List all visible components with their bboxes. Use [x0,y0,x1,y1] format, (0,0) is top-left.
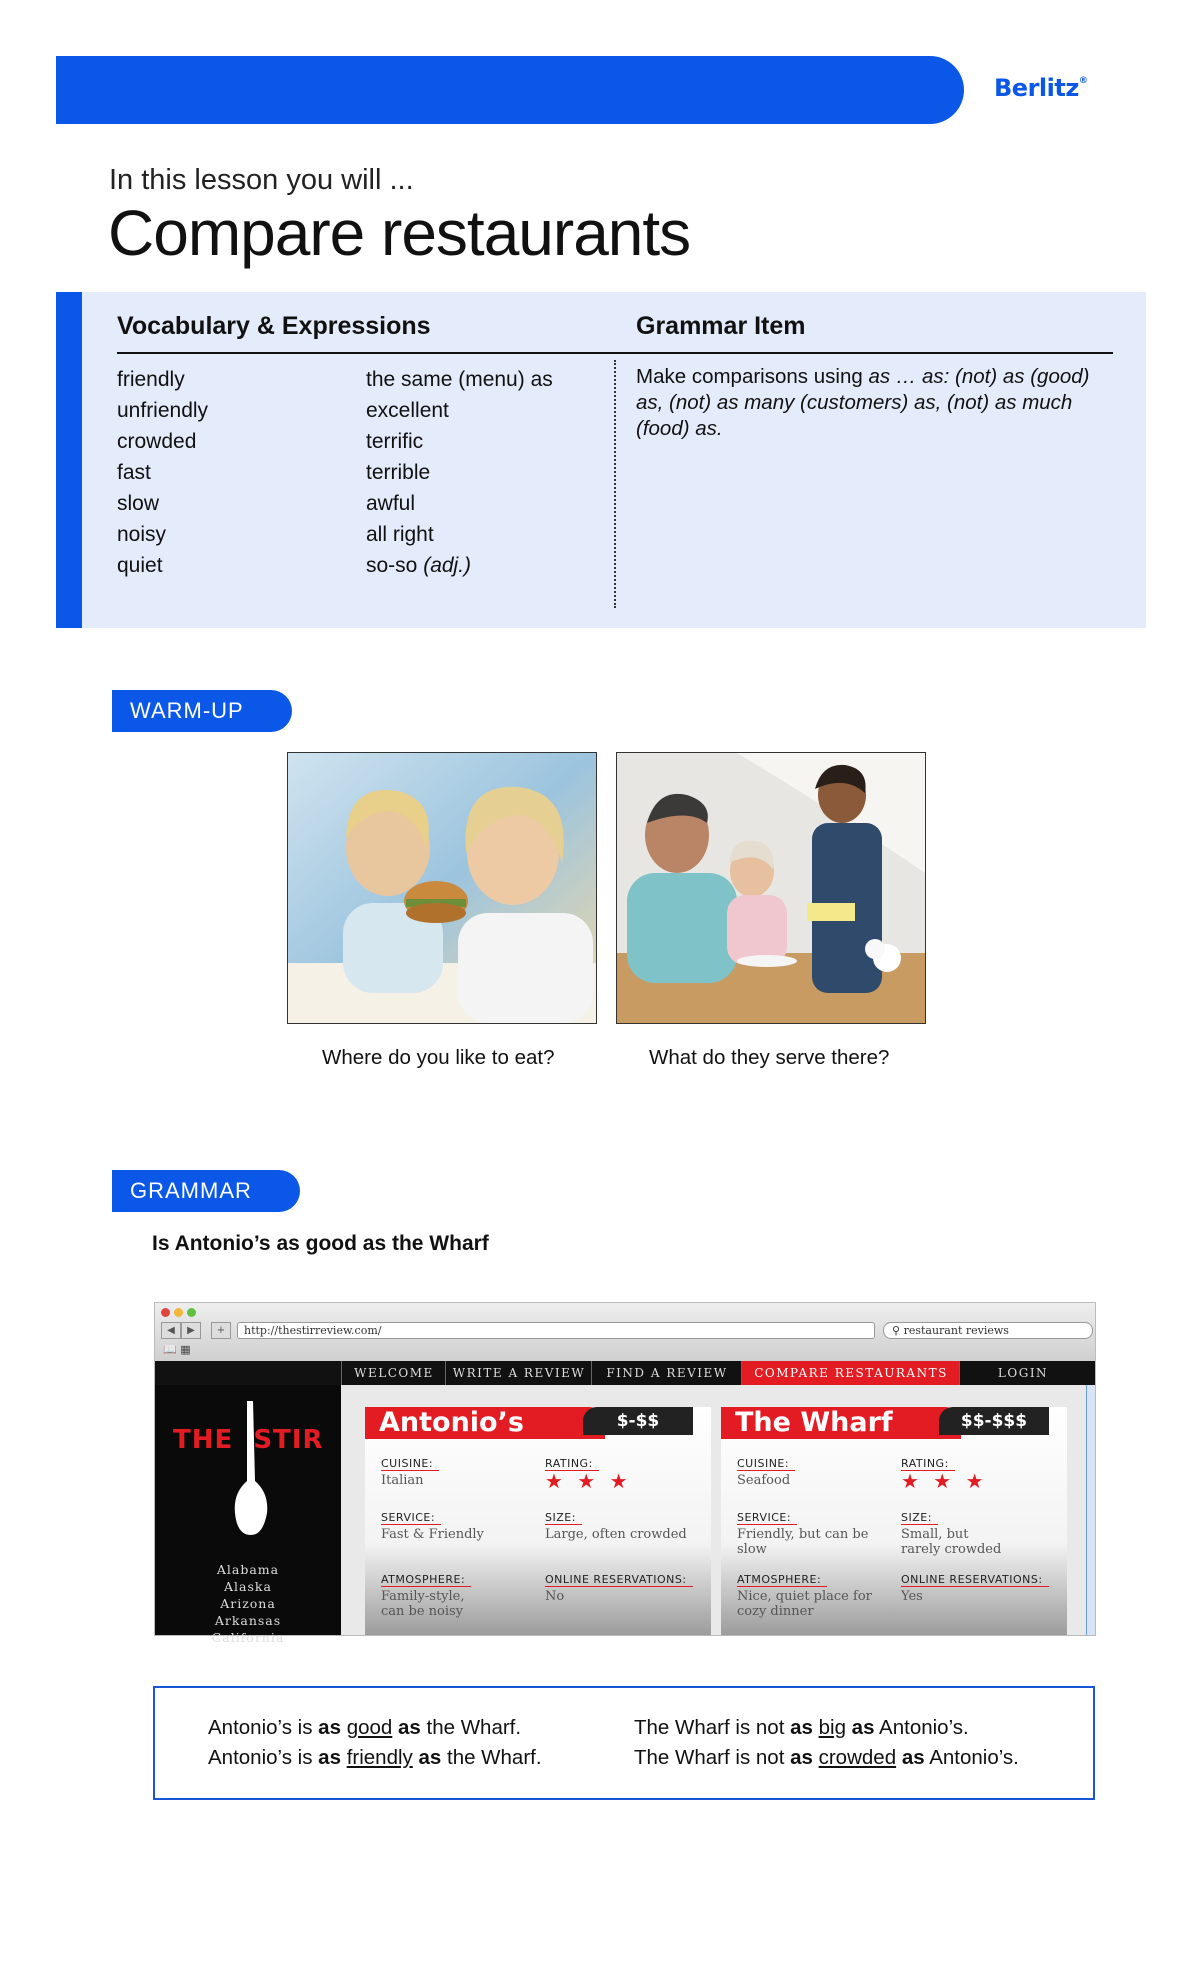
nav-find-review: FIND A REVIEW [591,1361,742,1385]
browser-toolbar [155,1303,1095,1362]
rating-stars-icon: ★ ★ ★ [901,1469,988,1493]
atmosphere-label: ATMOSPHERE: [381,1573,471,1587]
example-sentences-box [153,1686,1095,1800]
photo-waitress-serving-couple [616,752,926,1024]
vocab-word: slow [117,492,160,515]
nav-compare-restaurants: COMPARE RESTAURANTS [741,1361,960,1385]
minimize-dot-icon [174,1308,183,1317]
nav-welcome: WELCOME [341,1361,446,1385]
vocab-word: crowded [117,430,197,453]
example-sentence: Antonio’s is as good as the Wharf. [208,1716,522,1739]
size-label: SIZE: [545,1511,582,1525]
vocab-word: excellent [366,399,449,422]
close-dot-icon [161,1308,170,1317]
vocab-word: quiet [117,554,163,577]
panel-column-divider [614,360,616,608]
warmup-tag: WARM-UP [112,690,292,732]
service-value: Friendly, but can be slow [737,1527,869,1557]
size-value: Large, often crowded [545,1527,687,1542]
cuisine-label: CUISINE: [737,1457,795,1471]
vocab-word: so-so (adj.) [366,554,472,577]
card-price: $-$$ [583,1407,693,1435]
example-sentence: The Wharf is not as big as Antonio’s. [634,1716,969,1739]
restaurant-card-antonios [365,1407,711,1635]
atmosphere-label: ATMOSPHERE: [737,1573,827,1587]
spoon-icon [229,1401,273,1537]
reservations-label: ONLINE RESERVATIONS: [901,1573,1049,1587]
photo-caption-1: Where do you like to eat? [322,1046,555,1069]
atmosphere-value: Family-style, can be noisy [381,1589,465,1619]
search-icon: ⚲ [892,1324,904,1337]
grammar-item-heading: Grammar Item [636,312,806,340]
nav-write-review: WRITE A REVIEW [445,1361,592,1385]
cuisine-label: CUISINE: [381,1457,439,1471]
vocabulary-heading: Vocabulary & Expressions [117,312,431,340]
photo-mother-daughter-eating [287,752,597,1024]
grammar-question: Is Antonio’s as good as the Wharf [152,1232,489,1255]
vocab-word: fast [117,461,151,484]
vocab-word: unfriendly [117,399,209,422]
brand-logo: Berlitz® [994,74,1088,102]
vocab-word: noisy [117,523,167,546]
reservations-value: Yes [901,1589,923,1604]
card-price: $$-$$$ [939,1407,1049,1435]
service-label: SERVICE: [737,1511,797,1525]
vocab-word: terrible [366,461,431,484]
size-value: Small, but rarely crowded [901,1527,1002,1557]
reservations-value: No [545,1589,565,1604]
cuisine-value: Italian [381,1473,424,1488]
card-name: The Wharf [721,1407,961,1439]
service-label: SERVICE: [381,1511,441,1525]
lesson-intro: In this lesson you will ... [109,164,414,196]
state-list: Alabama Alaska Arizona Arkansas California [211,1562,285,1645]
service-value: Fast & Friendly [381,1527,484,1542]
vocab-list-1 [117,364,208,581]
rating-label: RATING: [545,1457,599,1471]
restaurant-card-the-wharf [721,1407,1067,1635]
bookmarks-icon: 📖 ▦ [163,1343,191,1356]
grammar-item-text: Make comparisons using as … as: (not) as (good) as, (not) as many (customers) as, (not) as much (food) as. [636,365,1090,440]
rating-label: RATING: [901,1457,955,1471]
nav-login: LOGIN [959,1361,1086,1385]
example-sentence: The Wharf is not as crowded as Antonio’s. [634,1746,1019,1769]
vocab-word: friendly [117,368,185,391]
rating-stars-icon: ★ ★ ★ [545,1469,632,1493]
reservations-label: ONLINE RESERVATIONS: [545,1573,693,1587]
panel-accent-stripe [56,292,82,628]
vocab-word: the same (menu) as [366,368,553,391]
card-name: Antonio’s [365,1407,605,1439]
browser-scrollbar [1086,1385,1095,1635]
grammar-tag: GRAMMAR [112,1170,300,1212]
example-sentence: Antonio’s is as friendly as the Wharf. [208,1746,542,1769]
vocabulary-panel [56,292,1146,628]
vocab-word: terrific [366,430,424,453]
vocab-list-2 [366,364,553,581]
browser-screenshot [154,1302,1096,1645]
header-bar [56,56,964,124]
atmosphere-value: Nice, quiet place for cozy dinner [737,1589,872,1619]
the-stir-logo: THE STIR [173,1425,324,1455]
search-box: ⚲ restaurant reviews [883,1322,1093,1339]
zoom-dot-icon [187,1308,196,1317]
back-arrow-icon: ◀ [161,1322,181,1339]
page-title: Compare restaurants [108,197,691,269]
add-tab-icon: + [211,1322,231,1339]
cuisine-value: Seafood [737,1473,791,1488]
photo-caption-2: What do they serve there? [649,1046,890,1069]
site-sidebar [155,1385,341,1645]
panel-divider-rule [117,352,1113,354]
forward-arrow-icon: ▶ [181,1322,201,1339]
vocab-word: all right [366,523,434,546]
address-bar: http://thestirreview.com/ [237,1322,875,1339]
size-label: SIZE: [901,1511,938,1525]
site-nav [155,1361,1095,1385]
vocab-word: awful [366,492,416,515]
